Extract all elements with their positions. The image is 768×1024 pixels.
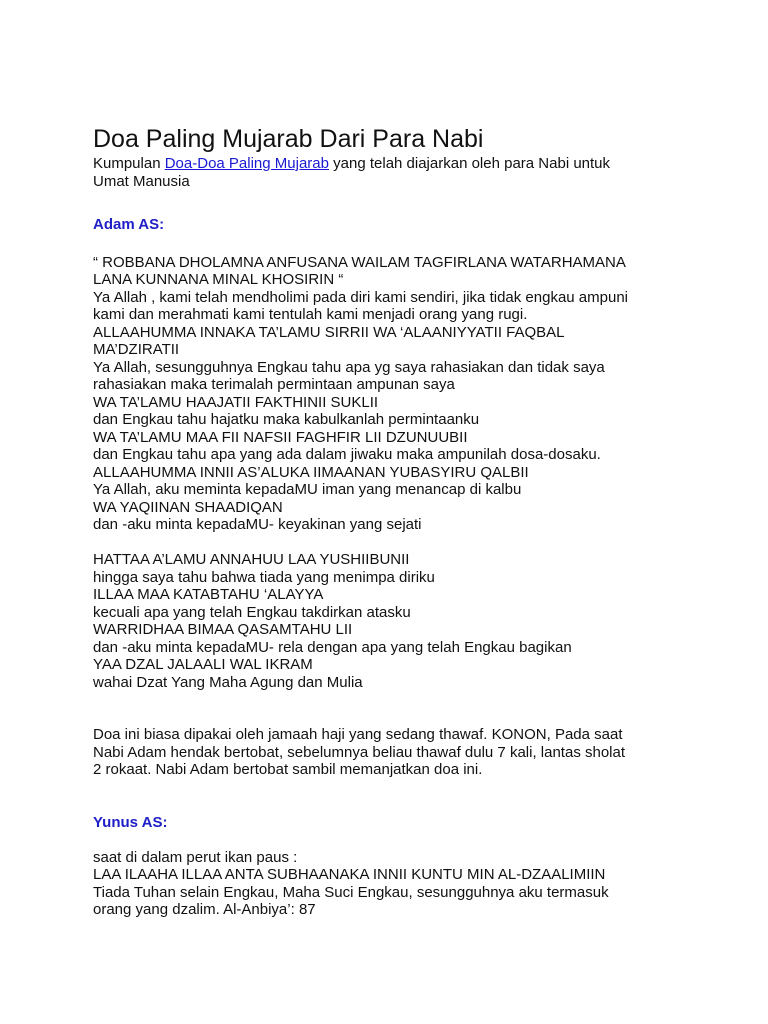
prayer-line: YAA DZAL JALAALI WAL IKRAM — [93, 656, 313, 673]
prayer-line: ILLAA MAA KATABTAHU ‘ALAYYA — [93, 586, 324, 603]
prayer-line: kecuali apa yang telah Engkau takdirkan atasku — [93, 603, 411, 621]
prayer-line: LANA KUNNANA MINAL KHOSIRIN “ — [93, 271, 344, 288]
section-heading-yunus: Yunus AS: — [93, 813, 168, 831]
prayer-line: “ ROBBANA DHOLAMNA ANFUSANA WAILAM TAGFIRLANA WATARHAMANA — [93, 253, 626, 271]
prayer-line: dan -aku minta kepadaMU- rela dengan apa yang telah Engkau bagikan — [93, 638, 572, 656]
section-heading-adam: Adam AS: — [93, 216, 165, 233]
prayer-line: dan Engkau tahu apa yang ada dalam jiwaku maka ampunilah dosa-dosaku. — [93, 446, 601, 463]
prayer-line: rahasiakan maka terimalah permintaan ampunan saya — [93, 376, 455, 393]
prayer-line: orang yang dzalim. Al-Anbiya’: 87 — [93, 901, 316, 918]
prayer-line: saat di dalam perut ikan paus : — [93, 848, 298, 866]
prayer-line: LAA ILAAHA ILLAA ANTA SUBHAANAKA INNII KUNTU MIN AL-DZAALIMIIN — [93, 866, 606, 883]
prayer-line: dan -aku minta kepadaMU- keyakinan yang sejati — [93, 516, 422, 533]
prayer-line: MA’DZIRATII — [93, 341, 180, 358]
intro-text — [93, 155, 683, 190]
intro-line2: Umat Manusia — [93, 172, 190, 190]
prayer-line: Ya Allah , kami telah mendholimi pada diri kami sendiri, jika tidak engkau ampuni — [93, 288, 628, 306]
prayer-line: HATTAA A’LAMU ANNAHUU LAA YUSHIIBUNII — [93, 551, 410, 568]
prayer-line: ALLAAHUMMA INNII AS’ALUKA IIMAANAN YUBASYIRU QALBII — [93, 463, 529, 481]
intro-prefix: Kumpulan — [93, 155, 165, 172]
prayer-line: WA YAQIINAN SHAADIQAN — [93, 498, 283, 516]
prayer-line: kami dan merahmati kami tentulah kami menjadi orang yang rugi. — [93, 306, 528, 323]
prayer-line: Ya Allah, aku meminta kepadaMU iman yang menancap di kalbu — [93, 481, 522, 498]
note-line: Nabi Adam hendak bertobat, sebelumnya beliau thawaf dulu 7 kali, lantas sholat — [93, 743, 626, 761]
yunus-prayer-block — [93, 849, 683, 919]
document-page — [93, 124, 683, 919]
prayer-line: WA TA’LAMU HAAJATII FAKTHINII SUKLII — [93, 393, 379, 411]
prayer-line: WA TA’LAMU MAA FII NAFSII FAGHFIR LII DZUNUUBII — [93, 428, 468, 446]
prayer-line: wahai Dzat Yang Maha Agung dan Mulia — [93, 673, 363, 691]
page-title: Doa Paling Mujarab Dari Para Nabi — [93, 125, 484, 153]
note-line: 2 rokaat. Nabi Adam bertobat sambil memanjatkan doa ini. — [93, 761, 483, 778]
prayer-line: hingga saya tahu bahwa tiada yang menimpa diriku — [93, 568, 435, 586]
prayer-line: dan Engkau tahu hajatku maka kabulkanlah permintaanku — [93, 411, 480, 428]
prayer-line: WARRIDHAA BIMAA QASAMTAHU LII — [93, 621, 353, 638]
note-line: Doa ini biasa dipakai oleh jamaah haji yang sedang thawaf. KONON, Pada saat — [93, 726, 623, 743]
doa-mujarab-link[interactable]: Doa-Doa Paling Mujarab — [164, 155, 329, 172]
intro-suffix: yang telah diajarkan oleh para Nabi untuk — [328, 155, 611, 172]
adam-prayer-block-1 — [93, 254, 683, 534]
adam-note — [93, 726, 683, 779]
prayer-line: Tiada Tuhan selain Engkau, Maha Suci Engkau, sesungguhnya aku termasuk — [93, 883, 609, 901]
adam-prayer-block-2 — [93, 551, 683, 691]
prayer-line: Ya Allah, sesungguhnya Engkau tahu apa yg saya rahasiakan dan tidak saya — [93, 358, 605, 376]
prayer-line: ALLAAHUMMA INNAKA TA’LAMU SIRRII WA ‘ALAANIYYATII FAQBAL — [93, 323, 565, 341]
